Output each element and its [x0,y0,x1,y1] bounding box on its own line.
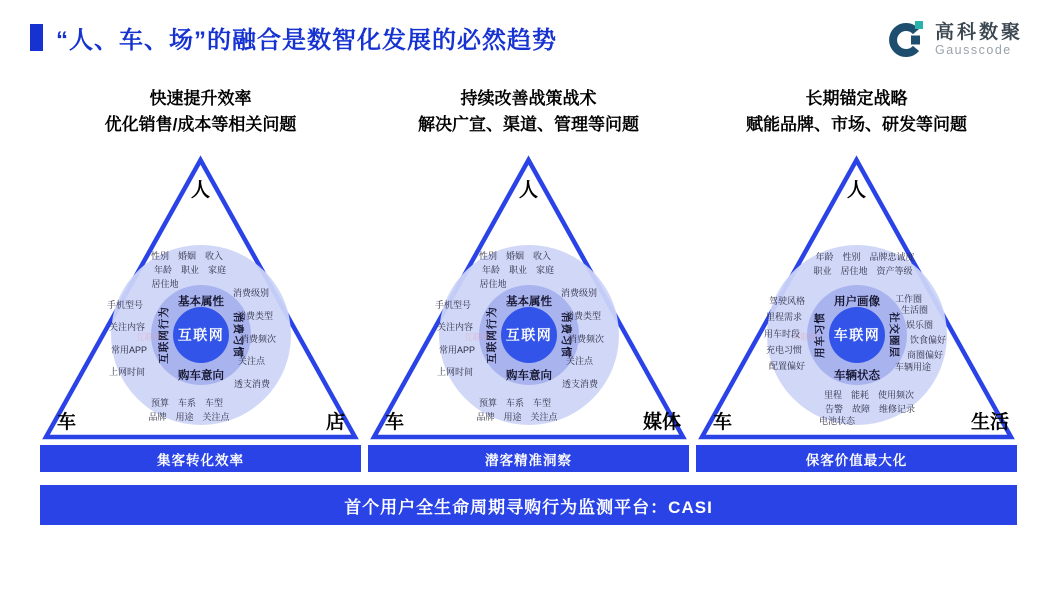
center-label: 互联网 [177,327,225,343]
title-bullet [30,24,43,51]
result-bar: 潜客精准洞察 [368,445,689,472]
outer-label: 性别 婚姻 收入 [150,251,224,261]
outer-label: 预算 车系 车型 [150,398,224,408]
outer-label: 里程 能耗 使用频次 [823,390,915,400]
corner-label-left: 车 [385,412,405,433]
outer-label: 里程需求 [765,312,802,322]
result-bar: 集客转化效率 [40,445,361,472]
gausscode-logo-icon [888,20,928,60]
outer-label: 关注内容 [108,322,145,332]
outer-label: 电池状态 [818,416,856,426]
corner-label-right: 生活 [970,412,1009,433]
corner-label-left: 车 [57,412,77,433]
corner-label-top: 人 [190,180,211,201]
logo-dark-square [911,36,920,45]
outer-label: 透支消费 [234,379,271,389]
outer-label: 车辆用途 [895,362,932,372]
outer-label: 消费类型 [237,311,274,321]
ring-label-top: 基本属性 [506,296,552,308]
logo-name-cn: 高科数聚 [934,21,1023,43]
outer-label: 消费频次 [568,334,605,344]
outer-label: 性别 婚姻 收入 [478,251,552,261]
outer-label: 品牌 用途 关注点 [476,412,558,422]
center-label: 车联网 [833,327,881,343]
triangle-diagram [40,154,361,441]
outer-label: 关注内容 [436,322,473,332]
result-bar: 保客价值最大化 [696,445,1017,472]
column-header-line2: 解决广宣、渠道、管理等问题 [418,115,639,135]
outer-label: 充电习惯 [765,345,802,355]
column-header-line1: 快速提升效率 [149,89,252,108]
column-long-term [696,86,1017,472]
triangle-diagram [696,154,1017,441]
column-header-line1: 长期锚定战略 [805,89,908,108]
outer-label: 手机型号 [434,300,471,310]
outer-label: 上网时间 [108,367,145,377]
columns-row [0,86,1057,472]
corner-label-top: 人 [846,180,867,201]
outer-label: 驾驶风格 [768,296,805,306]
logo-text [935,23,1023,58]
ring-label-bottom: 购车意向 [506,370,552,382]
ring-label-bottom: 购车意向 [178,370,224,382]
outer-label: 生活圈 [901,305,929,315]
column-header-line2: 赋能品牌、市场、研发等问题 [746,115,967,135]
outer-label: 预算 车系 车型 [478,398,552,408]
corner-label-top: 人 [518,180,539,201]
triangle-diagram [368,154,689,441]
company-logo [888,20,1023,60]
watermark-text: 车联网 [792,332,818,342]
column-header [418,86,639,142]
ring-label-right: 社交圈层 [888,312,900,358]
column-header-line1: 持续改善战策战术 [460,89,597,108]
outer-label: 商圈偏好 [907,350,944,360]
watermark-text: 互联网 [464,332,490,342]
column-header [105,86,297,142]
outer-label: 饮食偏好 [910,335,947,345]
outer-label: 常用APP [438,345,475,355]
outer-label: 年龄 性别 品牌忠诚度 [815,252,915,262]
outer-label: 品牌 用途 关注点 [148,412,230,422]
ring-label-left: 互联网行为 [158,306,170,364]
ring-label-top: 用户画像 [834,296,880,308]
center-label: 互联网 [505,327,553,343]
outer-label: 娱乐圈 [906,320,934,330]
column-header [746,86,967,142]
ring-label-left: 互联网行为 [486,306,498,364]
outer-label: 关注点 [238,356,266,366]
outer-label: 职业 居住地 资产等级 [813,266,913,276]
outer-label: 上网时间 [436,367,473,377]
outer-label: 年龄 职业 家庭 [481,265,555,275]
watermark-text: 互联网 [136,332,162,342]
column-efficiency [40,86,361,472]
outer-label: 手机型号 [106,300,143,310]
outer-label: 告警 故障 维修记录 [824,404,916,414]
ring-label-bottom: 车辆状态 [834,370,880,382]
ring-label-left: 用车习惯 [814,312,826,358]
ring-label-top: 基本属性 [178,296,224,308]
corner-label-left: 车 [713,412,733,433]
ring-label-right: 消费习惯 [560,312,572,358]
outer-label: 常用APP [110,345,147,355]
column-header-line2: 优化销售/成本等相关问题 [104,115,297,135]
header-row [0,0,1057,60]
column-strategy-tactics [368,86,689,472]
platform-banner: 首个用户全生命周期寻购行为监测平台：CASI [40,485,1017,525]
title-block [30,20,557,55]
outer-label: 居住地 [479,279,507,289]
corner-label-right: 店 [325,412,345,433]
outer-label: 配置偏好 [768,361,805,371]
logo-teal-square [915,21,923,29]
page-title: “人、车、场”的融合是数智化发展的必然趋势 [56,27,557,54]
outer-label: 关注点 [566,356,594,366]
outer-label: 消费级别 [561,288,598,298]
ring-label-right: 消费习惯 [232,312,244,358]
outer-label: 消费频次 [240,334,277,344]
outer-label: 工作圈 [895,294,923,304]
corner-label-right: 媒体 [642,412,681,433]
outer-label: 年龄 职业 家庭 [153,265,227,275]
outer-label: 居住地 [151,279,179,289]
outer-label: 消费级别 [233,288,270,298]
outer-label: 透支消费 [562,379,599,389]
logo-name-en: Gausscode [934,42,1012,57]
outer-label: 用车时段 [763,329,800,339]
outer-label: 消费类型 [565,311,602,321]
